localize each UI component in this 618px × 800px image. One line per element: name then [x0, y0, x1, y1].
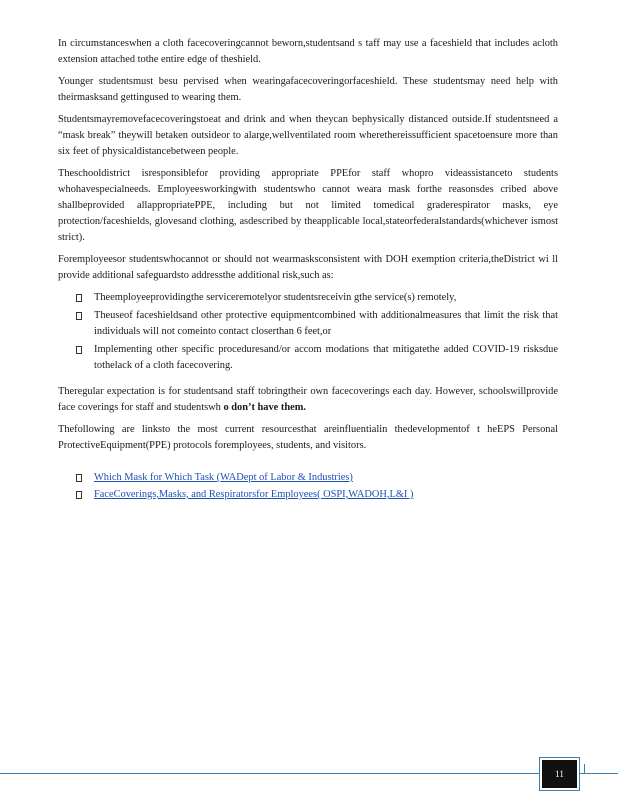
page-number-box [540, 758, 579, 790]
paragraph-safeguards-intro: Foremployeesor studentswhocannot or should not wearmasksconsistent with DOH exemption criteria,theDistrict wi ll provide additional safeguardsto addressthe additional risk,such as: [58, 254, 558, 281]
safeguard-text: Implementing other specific proceduresand/or accom modations that mitigatethe added COVID-19 risksdue tothelack of a cloth facecovering. [94, 344, 558, 371]
checkbox-bullet-icon [76, 312, 82, 320]
checkbox-bullet-icon [76, 294, 82, 302]
expectation-bold-text: o don’t have them. [223, 402, 306, 413]
paragraph-ppe-responsibility: Theschooldistrict isresponsiblefor providing appropriate PPEfor staff whopro videassistanceto students whohavespecialneeds. Employeesworkingwith studentswho cannot weara mask forthe reasonsdes cribed above shallbeprovided allappropriatePPE, including but not limited tomedical graderespirator masks, eye protection/faceshields, glovesand clothing, asdescribed by theapplicable local,stateorfederalstandards(whichever ismost strict). [58, 168, 558, 243]
paragraph-face-shield: In circumstanceswhen a cloth facecoveringcannot beworn,studentsand s taff may use a faceshield that includes acloth extension attached tothe entire edge of theshield. [58, 38, 558, 65]
footer-tick [584, 764, 585, 773]
safeguard-item [58, 308, 558, 340]
paragraph-younger-students: Younger studentsmust besu pervised when wearingafacecoveringorfaceshield. These studentsmay need help with theirmasksand gettingused to wearing them. [58, 76, 558, 103]
safeguards-list [58, 290, 558, 374]
paragraph-links-intro: Thefollowing are linksto the most current resourcesthat areinfluentialin thedevelopmentof t heEPS Personal ProtectiveEquipment(PPE) protocols foremployees, students, and visitors. [58, 424, 558, 451]
expectation-text: Theregular expectation is for studentsand staff tobringtheir own facecoverings each day. However, schoolswillprovide face coverings for staff and studentswh [58, 386, 558, 413]
resource-link-item [58, 487, 558, 503]
footer-rule [0, 773, 618, 774]
link-face-coverings[interactable]: FaceCoverings,Masks, and Respiratorsfor Employees( OSPI,WADOH,L&I ) [94, 489, 414, 500]
checkbox-bullet-icon [76, 474, 82, 482]
checkbox-bullet-icon [76, 346, 82, 354]
page-number: 11 [555, 769, 564, 779]
paragraph-mask-break: Studentsmayremovefacecoveringstoeat and drink and when theycan bephysically distanced outside.If studentsneed a “mask break” theywill betaken outsideor to alarge,wellventilated room wherethereissufficient spacetoensure more than six feet of physicaldistancebetween people. [58, 114, 558, 157]
safeguard-item [58, 290, 558, 306]
resource-link-item [58, 470, 558, 486]
resource-links-list [58, 470, 558, 503]
link-which-mask[interactable]: Which Mask for Which Task (WADept of Labor & Industries) [94, 472, 353, 483]
checkbox-bullet-icon [76, 491, 82, 499]
document-body [58, 36, 558, 504]
safeguard-text: Theemployeeprovidingthe serviceremotelyor studentsreceivin gthe service(s) remotely, [94, 292, 457, 303]
paragraph-expectation [58, 384, 558, 416]
safeguard-item [58, 342, 558, 374]
safeguard-text: Theuseof faceshieldsand other protective equipmentcombined with additionalmeasures that limit the risk that individuals will not comeinto contact closerthan 6 feet,or [94, 310, 558, 337]
